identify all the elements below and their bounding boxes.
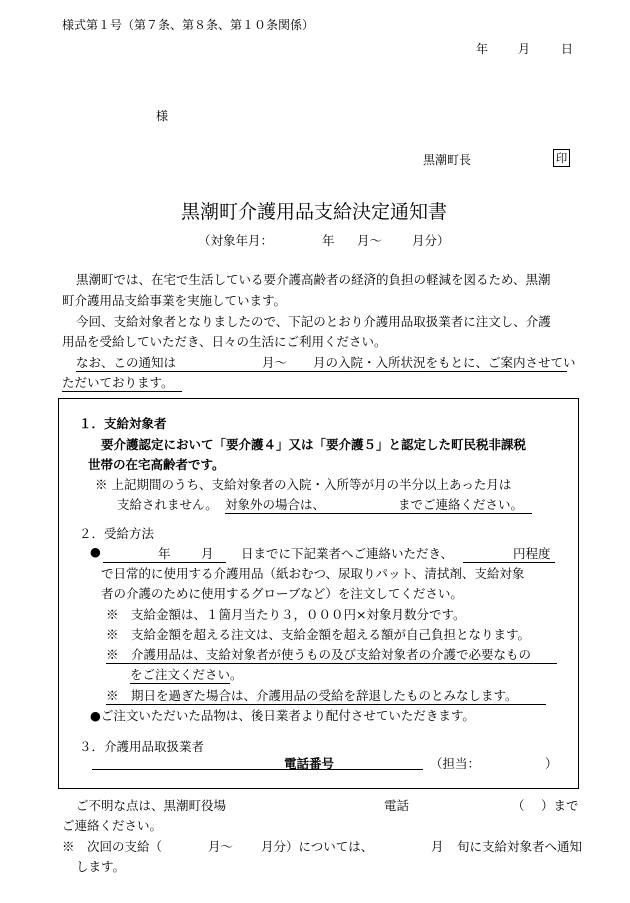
section1-underline xyxy=(225,513,532,514)
intro-p2-line2: 用品を受給していただき、日々の生活にご利用ください。 xyxy=(62,334,387,349)
bullet1-amount-underline xyxy=(463,562,555,563)
section1-heading: １．支給対象者 xyxy=(79,416,167,431)
date-day-label: 日 xyxy=(561,42,574,56)
document-title: 黒潮町介護用品支給決定通知書 xyxy=(181,201,448,223)
section1-note-line2c: までご連絡ください。 xyxy=(398,497,524,512)
section2-note4: ※ 期日を過ぎた場合は、介護用品の受給を辞退したものとみなします。 xyxy=(106,688,518,703)
intro-p3-line1c: 月の入院・入所状況をもとに、ご案内させてい xyxy=(313,355,576,370)
footer-next-d: 月 xyxy=(431,839,444,854)
intro-p1-line1: 黒潮町では、在宅で生活している要介護高齢者の経済的負担の軽減を図るため、黒潮 xyxy=(76,272,551,287)
vendor-underline xyxy=(92,769,423,770)
vendor-contact-suffix: ） xyxy=(545,756,558,771)
intro-p3-underline2 xyxy=(62,391,182,392)
section1-note-line2a: 支給されません。 xyxy=(117,497,218,512)
period-year-label: 年 xyxy=(322,233,335,248)
section2-note2: ※ 支給金額を超える注文は、支給金額を超える額が自己負担となります。 xyxy=(106,627,531,642)
footer-phone-label: 電話 xyxy=(384,798,410,813)
bullet1-line2: で日常的に使用する介護用品（紙おむつ、尿取りパット、清拭剤、支給対象 xyxy=(101,566,525,581)
issuer-name: 黒潮町長 xyxy=(423,153,472,167)
intro-p3-underline1 xyxy=(76,371,567,372)
section2-note4-underline xyxy=(106,704,546,705)
bullet1-year-label: 年 xyxy=(158,546,171,561)
footer-inquiry-text: ご不明な点は、黒潮町役場 xyxy=(76,798,227,813)
section1-note-line1: ※ 上記期間のうち、支給対象者の入院・入所等が月の半分以上あった月は xyxy=(95,477,512,492)
intro-p2-line1: 今回、支給対象者となりましたので、下記のとおり介護用品取扱業者に注文し、介護 xyxy=(76,314,551,329)
bullet1-date-underline xyxy=(103,562,226,563)
bullet1-deadline-text: 日までに下記業者へご連絡いただき、 xyxy=(241,546,454,561)
footer-paren-close: ）まで xyxy=(541,798,579,813)
section1-note-line2b: 対象外の場合は、 xyxy=(225,497,326,512)
section2-bullet2: ●ご注文いただいた品物は、後日業者より配付させていただきます。 xyxy=(90,708,475,723)
period-prefix: （対象年月： xyxy=(198,233,274,248)
intro-p1-line2: 町介護用品支給事業を実施しています。 xyxy=(62,293,287,308)
period-month-from-label: 月～ xyxy=(357,233,383,248)
footer-paren-open: （ xyxy=(512,798,525,813)
intro-p3-line2: ただいております。 xyxy=(62,375,174,390)
bullet1-month-label: 月 xyxy=(201,546,214,561)
intro-p3-line1b: 月～ xyxy=(262,355,288,370)
section2-note3-underline2 xyxy=(130,683,230,684)
section2-note3-line1: ※ 介護用品は、支給対象者が使うもの及び支給対象者の介護で必要なもの xyxy=(106,647,532,662)
seal-mark: 印 xyxy=(553,149,570,167)
footer-next-e: 旬に支給対象者へ通知 xyxy=(457,839,583,854)
section2-heading: ２．受給方法 xyxy=(79,526,155,541)
section1-body-line1: 要介護認定において「要介護４」又は「要介護５」と認定した町民税非課税 xyxy=(101,437,527,452)
date-year-label: 年 xyxy=(476,42,489,56)
bullet-icon: ● xyxy=(90,544,101,559)
footer-next-line2: します。 xyxy=(76,859,126,874)
section2-note1: ※ 支給金額は、１箇月当たり３，０００円×対象月数分です。 xyxy=(106,607,466,622)
section1-body-line2: 世帯の在宅高齢者です。 xyxy=(88,457,225,472)
date-month-label: 月 xyxy=(518,42,531,56)
intro-p3-line1a: なお、この通知は xyxy=(76,355,177,370)
phone-number-label: 電話番号 xyxy=(284,756,335,771)
vendor-contact-prefix: （担当： xyxy=(430,756,481,771)
addressee-suffix: 様 xyxy=(156,109,169,123)
footer-inquiry-line2: ご連絡ください。 xyxy=(62,818,163,833)
section3-heading: ３．介護用品取扱業者 xyxy=(79,739,205,754)
bullet1-amount-label: 円程度 xyxy=(513,546,551,561)
section2-note3-underline1 xyxy=(106,663,557,664)
footer-next-c: 月分）については、 xyxy=(261,839,374,854)
form-number: 様式第１号（第７条、第８条、第１０条関係） xyxy=(62,18,315,32)
section2-note3-line2: をご注文ください。 xyxy=(130,667,243,682)
footer-next-a: ※ 次回の支給（ xyxy=(62,839,163,854)
period-month-to-label: 月分） xyxy=(412,233,450,248)
bullet1-line3: 者の介護のために使用するグローブなど）を注文してください。 xyxy=(101,586,463,601)
footer-next-b: 月～ xyxy=(208,839,234,854)
